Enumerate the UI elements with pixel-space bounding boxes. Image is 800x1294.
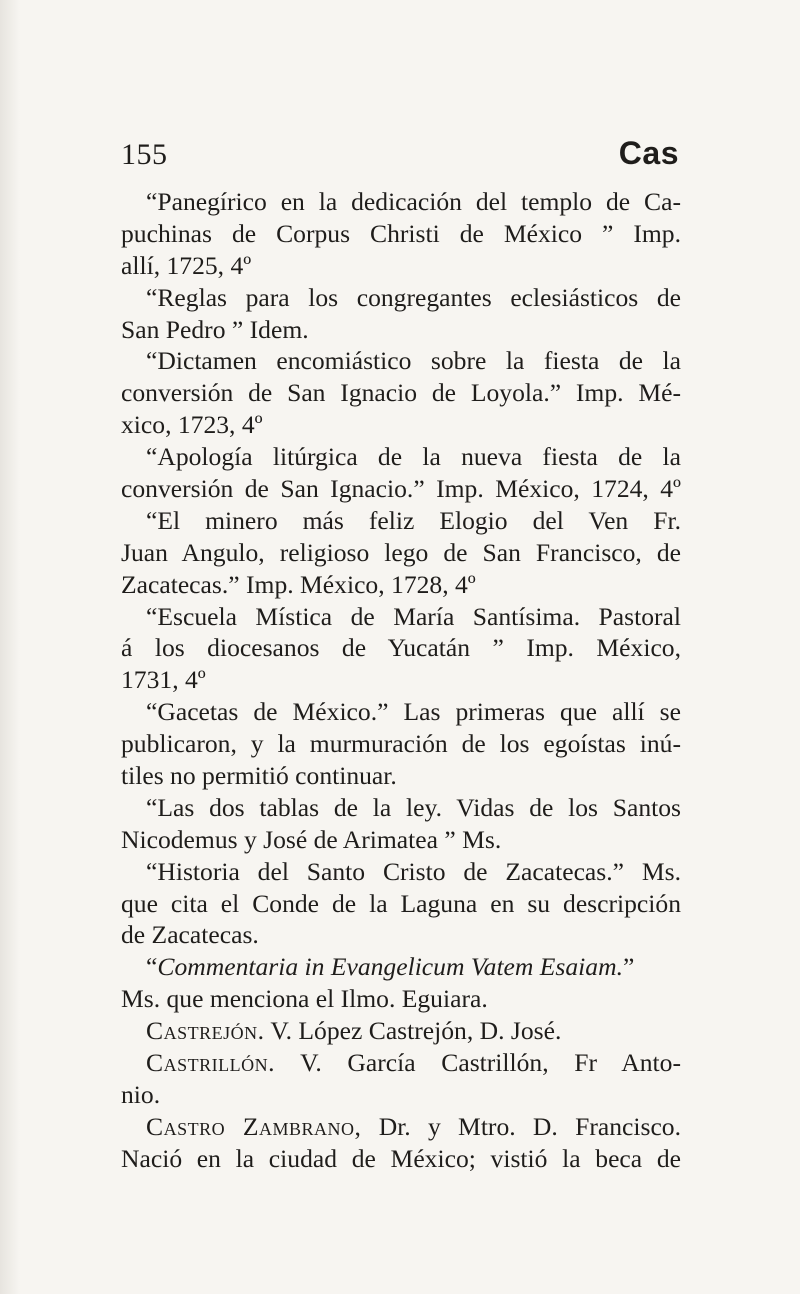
entry-castrillon xyxy=(121,1047,681,1079)
entry-headword: Castrejón. xyxy=(146,1016,265,1046)
text-line: Nació en la ciudad de México; vistió la beca de xyxy=(121,1143,681,1173)
text-line: publicaron, y la murmuración de los egoístas inú- xyxy=(121,729,681,759)
text-line: “Dictamen encomiástico sobre la fiesta de la xyxy=(146,346,681,376)
text-line: “Historia del Santo Cristo de Zacatecas.” Ms. xyxy=(146,856,681,886)
text-line-italic-title xyxy=(121,951,681,983)
text-line: allí, 1725, 4º xyxy=(121,250,252,280)
close-quote: ” xyxy=(622,952,635,982)
entry-text: V. López Castrejón, D. José. xyxy=(264,1016,562,1046)
text-line: “Apología litúrgica de la nueva fiesta de la xyxy=(146,442,681,472)
entry-headword: Castro Zambrano, xyxy=(146,1111,362,1141)
entry-castro xyxy=(121,1111,681,1143)
text-line: puchinas de Corpus Christi de México ” Imp. xyxy=(121,218,681,248)
page-number: 155 xyxy=(121,138,168,171)
text-line: de Zacatecas. xyxy=(121,920,259,950)
text-line: que cita el Conde de la Laguna en su descripción xyxy=(121,888,681,918)
text-line: xico, 1723, 4º xyxy=(121,410,263,440)
entry-headword: Castrillón. xyxy=(146,1048,275,1078)
running-head: Cas xyxy=(618,135,679,171)
text-line: “Panegírico en la dedicación del templo de Ca- xyxy=(146,187,681,216)
page-edge-shadow xyxy=(0,0,20,1294)
text-line: Nicodemus y José de Arimatea ” Ms. xyxy=(121,824,502,854)
text-line: Juan Angulo, religioso lego de San Francisco, de xyxy=(121,537,681,567)
text-line: 1731, 4º xyxy=(121,665,206,695)
text-line: á los diocesanos de Yucatán ” Imp. México, xyxy=(121,633,681,663)
text-line: “El minero más feliz Elogio del Ven Fr. xyxy=(146,505,681,535)
text-line: tiles no permitió continuar. xyxy=(121,761,397,791)
text-line: “Escuela Mística de María Santísima. Pastoral xyxy=(146,601,681,631)
entry-text: V. García Castrillón, Fr Anto- xyxy=(274,1048,681,1078)
text-line: Ms. que menciona el Ilmo. Eguiara. xyxy=(121,984,488,1014)
italic-title: Commentaria in Evangelicum Vatem Esaiam. xyxy=(157,952,623,982)
text-line: conversión de San Ignacio.” Imp. México, 1724, 4º xyxy=(121,474,681,504)
text-line: conversión de San Ignacio de Loyola.” Imp. Mé- xyxy=(121,378,681,408)
body-text xyxy=(121,186,681,1175)
text-line: “Las dos tablas de la ley. Vidas de los Santos xyxy=(146,792,681,822)
entry-text: Dr. y Mtro. D. Francisco. xyxy=(361,1111,681,1141)
text-line: Zacatecas.” Imp. México, 1728, 4º xyxy=(121,569,476,599)
entry-castrejon xyxy=(121,1015,681,1047)
text-line: San Pedro ” Idem. xyxy=(121,314,309,344)
text-line: nio. xyxy=(121,1079,161,1109)
text-line: “Gacetas de México.” Las primeras que allí se xyxy=(146,697,681,727)
open-quote: “ xyxy=(146,952,158,982)
text-line: “Reglas para los congregantes eclesiásticos de xyxy=(146,282,681,312)
